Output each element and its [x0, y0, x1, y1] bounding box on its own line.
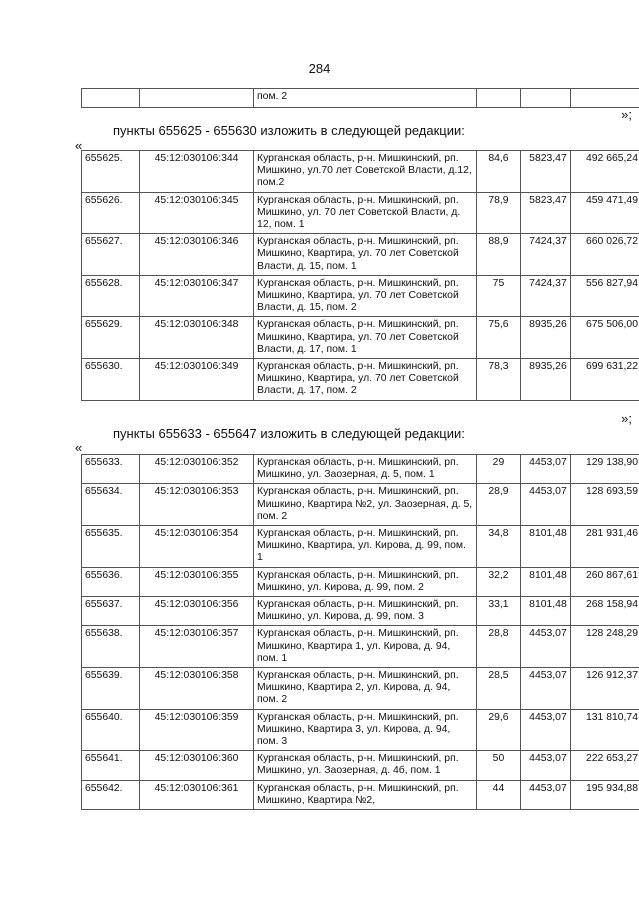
cell-cost: 128 248,29 — [570, 626, 639, 668]
cell-price: 4453,07 — [521, 455, 570, 484]
cell-price: 4453,07 — [521, 709, 570, 751]
cell-cadastral: 45:12:030106:354 — [140, 526, 254, 568]
cell-address: Курганская область, р-н. Мишкинский, рп. Мишкино, Квартира, ул. 70 лет Советской Власти, д. 15, пом. 1 — [254, 234, 476, 276]
table-row — [82, 709, 639, 751]
continuation-table — [81, 88, 639, 108]
cell-address: Курганская область, р-н. Мишкинский, рп. Мишкино, ул. Заозерная, д. 5, пом. 1 — [254, 455, 476, 484]
cell-number: 655636. — [82, 567, 140, 596]
table-row — [82, 780, 639, 809]
cell-area: 75 — [476, 275, 521, 317]
cell-area: 33,1 — [476, 597, 521, 626]
table-row — [82, 275, 639, 317]
cell-price: 8101,48 — [521, 526, 570, 568]
cell-price: 8935,26 — [521, 359, 570, 401]
cell-area: 50 — [476, 751, 521, 780]
table-row — [82, 317, 639, 359]
cell-address: Курганская область, р-н. Мишкинский, рп. Мишкино, Квартира 3, ул. Кирова, д. 94, пом. 3 — [254, 709, 476, 751]
cell-address: пом. 2 — [254, 89, 476, 108]
section1-instruction: пункты 655625 - 655630 изложить в следующей редакции: — [113, 123, 465, 138]
cell-area: 28,5 — [476, 668, 521, 710]
cell-price: 4453,07 — [521, 668, 570, 710]
opening-quote: « — [75, 138, 83, 153]
cell-number: 655635. — [82, 526, 140, 568]
opening-quote: « — [75, 440, 83, 455]
cell-cost — [570, 89, 639, 108]
cell-price: 7424,37 — [521, 275, 570, 317]
cell-cost: 281 931,46 — [570, 526, 639, 568]
cell-price: 5823,47 — [521, 151, 570, 193]
cell-number: 655629. — [82, 317, 140, 359]
table-row — [82, 526, 639, 568]
cell-address: Курганская область, р-н. Мишкинский, рп. Мишкино, ул. Кирова, д. 99, пом. 3 — [254, 597, 476, 626]
cell-cadastral: 45:12:030106:349 — [140, 359, 254, 401]
cell-price: 8101,48 — [521, 567, 570, 596]
cell-cost: 492 665,24 — [570, 151, 639, 193]
cell-area: 78,3 — [476, 359, 521, 401]
cell-number: 655625. — [82, 151, 140, 193]
cell-area: 84,6 — [476, 151, 521, 193]
cell-address: Курганская область, р-н. Мишкинский, рп. Мишкино, Квартира 1, ул. Кирова, д. 94, пом. 1 — [254, 626, 476, 668]
cell-cadastral: 45:12:030106:344 — [140, 151, 254, 193]
cell-cadastral: 45:12:030106:356 — [140, 597, 254, 626]
cell-cadastral: 45:12:030106:346 — [140, 234, 254, 276]
cell-cadastral: 45:12:030106:345 — [140, 192, 254, 234]
cell-address: Курганская область, р-н. Мишкинский, рп. Мишкино, Квартира, ул. 70 лет Советской Власти, д. 15, пом. 2 — [254, 275, 476, 317]
cell-cadastral: 45:12:030106:360 — [140, 751, 254, 780]
cell-cost: 268 158,94 — [570, 597, 639, 626]
table-row — [82, 484, 639, 526]
cell-area: 78,9 — [476, 192, 521, 234]
cell-price: 4453,07 — [521, 626, 570, 668]
cell-price: 5823,47 — [521, 192, 570, 234]
cell-number: 655627. — [82, 234, 140, 276]
cell-area — [476, 89, 521, 108]
cell-cadastral: 45:12:030106:361 — [140, 780, 254, 809]
closing-quote: »; — [621, 411, 632, 426]
cell-area: 29 — [476, 455, 521, 484]
cell-price: 4453,07 — [521, 780, 570, 809]
cell-cadastral: 45:12:030106:359 — [140, 709, 254, 751]
cell-address: Курганская область, р-н. Мишкинский, рп. Мишкино, Квартира, ул. Кирова, д. 99, пом. 1 — [254, 526, 476, 568]
cell-area: 29,6 — [476, 709, 521, 751]
cell-cost: 556 827,94 — [570, 275, 639, 317]
cell-address: Курганская область, р-н. Мишкинский, рп. Мишкино, Квартира 2, ул. Кирова, д. 94, пом. 2 — [254, 668, 476, 710]
cell-number: 655638. — [82, 626, 140, 668]
cell-cadastral: 45:12:030106:355 — [140, 567, 254, 596]
cell-area: 88,9 — [476, 234, 521, 276]
cell-address: Курганская область, р-н. Мишкинский, рп. Мишкино, Квартира, ул. 70 лет Советской Власти, д. 17, пом. 2 — [254, 359, 476, 401]
cell-area: 75,6 — [476, 317, 521, 359]
cell-price: 7424,37 — [521, 234, 570, 276]
cell-price: 4453,07 — [521, 751, 570, 780]
table-row — [82, 151, 639, 193]
cell-cadastral: 45:12:030106:348 — [140, 317, 254, 359]
table-row — [82, 89, 639, 108]
table-row — [82, 567, 639, 596]
table-row — [82, 597, 639, 626]
table-row — [82, 751, 639, 780]
closing-quote: »; — [621, 107, 632, 122]
table-row — [82, 455, 639, 484]
cell-address: Курганская область, р-н. Мишкинский, рп. Мишкино, ул. 70 лет Советской Власти, д. 12, пом. 1 — [254, 192, 476, 234]
cell-cost: 126 912,37 — [570, 668, 639, 710]
cell-cost: 129 138,90 — [570, 455, 639, 484]
cell-number: 655639. — [82, 668, 140, 710]
cell-number: 655628. — [82, 275, 140, 317]
cell-cost: 222 653,27 — [570, 751, 639, 780]
cell-area: 34,8 — [476, 526, 521, 568]
cell-number: 655626. — [82, 192, 140, 234]
cell-cost: 660 026,72 — [570, 234, 639, 276]
table-row — [82, 234, 639, 276]
cell-number: 655630. — [82, 359, 140, 401]
cell-number: 655642. — [82, 780, 140, 809]
cell-cadastral — [140, 89, 254, 108]
cell-area: 32,2 — [476, 567, 521, 596]
section2-instruction: пункты 655633 - 655647 изложить в следующей редакции: — [113, 426, 465, 441]
cell-number: 655640. — [82, 709, 140, 751]
table-row — [82, 359, 639, 401]
cell-cadastral: 45:12:030106:358 — [140, 668, 254, 710]
cell-cadastral: 45:12:030106:352 — [140, 455, 254, 484]
cell-number: 655633. — [82, 455, 140, 484]
cell-price — [521, 89, 570, 108]
table-row — [82, 668, 639, 710]
cell-number: 655641. — [82, 751, 140, 780]
cell-address: Курганская область, р-н. Мишкинский, рп. Мишкино, ул.70 лет Советской Власти, д.12, пом.2 — [254, 151, 476, 193]
cell-address: Курганская область, р-н. Мишкинский, рп. Мишкино, ул. Заозерная, д. 4б, пом. 1 — [254, 751, 476, 780]
cell-cost: 699 631,22 — [570, 359, 639, 401]
cell-number — [82, 89, 140, 108]
cell-address: Курганская область, р-н. Мишкинский, рп. Мишкино, Квартира №2, ул. Заозерная, д. 5, пом. 2 — [254, 484, 476, 526]
page-number: 284 — [308, 61, 331, 76]
section1-table — [81, 150, 639, 401]
cell-cadastral: 45:12:030106:353 — [140, 484, 254, 526]
cell-cadastral: 45:12:030106:347 — [140, 275, 254, 317]
cell-address: Курганская область, р-н. Мишкинский, рп. Мишкино, Квартира, ул. 70 лет Советской Власти, д. 17, пом. 1 — [254, 317, 476, 359]
cell-cost: 128 693,59 — [570, 484, 639, 526]
cell-cadastral: 45:12:030106:357 — [140, 626, 254, 668]
section2-table — [81, 454, 639, 810]
cell-price: 8101,48 — [521, 597, 570, 626]
cell-cost: 675 506,00 — [570, 317, 639, 359]
cell-area: 44 — [476, 780, 521, 809]
cell-price: 4453,07 — [521, 484, 570, 526]
cell-cost: 459 471,49 — [570, 192, 639, 234]
cell-area: 28,9 — [476, 484, 521, 526]
cell-number: 655634. — [82, 484, 140, 526]
cell-price: 8935,26 — [521, 317, 570, 359]
table-row — [82, 192, 639, 234]
cell-area: 28,8 — [476, 626, 521, 668]
cell-address: Курганская область, р-н. Мишкинский, рп. Мишкино, ул. Кирова, д. 99, пом. 2 — [254, 567, 476, 596]
cell-number: 655637. — [82, 597, 140, 626]
cell-address: Курганская область, р-н. Мишкинский, рп. Мишкино, Квартира №2, — [254, 780, 476, 809]
cell-cost: 131 810,74 — [570, 709, 639, 751]
table-row — [82, 626, 639, 668]
cell-cost: 195 934,88 — [570, 780, 639, 809]
cell-cost: 260 867,61 — [570, 567, 639, 596]
